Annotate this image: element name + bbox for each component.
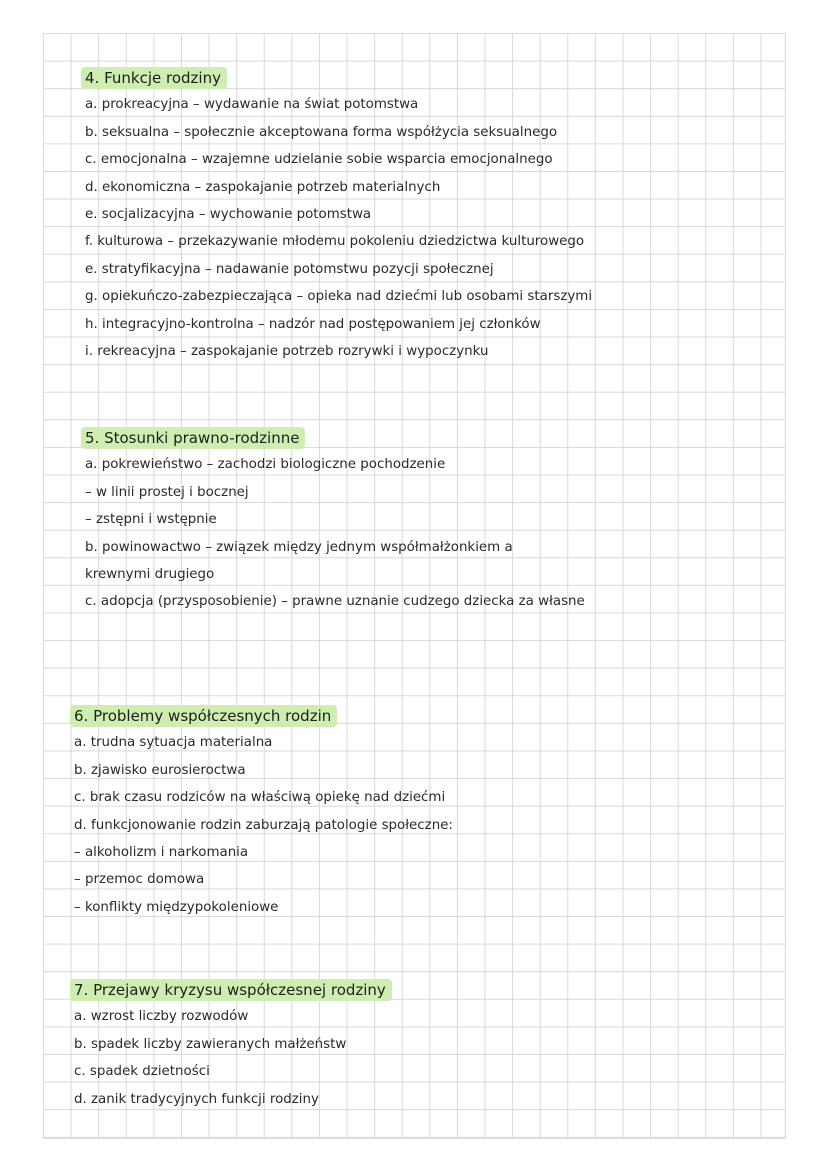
- list-item: i. rekreacyjna – zaspokajanie potrzeb rozrywki i wypoczynku: [85, 343, 489, 359]
- list-item: krewnymi drugiego: [85, 566, 215, 582]
- list-item: c. spadek dzietności: [74, 1064, 210, 1080]
- section-heading: 7. Przejawy kryzysu współczesnej rodziny: [70, 979, 392, 1001]
- list-item: b. powinowactwo – związek między jednym współmałżonkiem a: [85, 539, 513, 555]
- section-modern-family-problems: [74, 702, 453, 921]
- list-item: d. zanik tradycyjnych funkcji rodziny: [74, 1091, 319, 1107]
- list-item: a. wzrost liczby rozwodów: [74, 1009, 249, 1025]
- list-item: e. stratyfikacyjna – nadawanie potomstwu pozycji społecznej: [85, 261, 494, 277]
- list-item: – zstępni i wstępnie: [85, 512, 217, 528]
- list-item: c. adopcja (przysposobienie) – prawne uznanie cudzego dziecka za własne: [85, 594, 585, 610]
- list-item: f. kulturowa – przekazywanie młodemu pokoleniu dziedzictwa kulturowego: [85, 234, 585, 250]
- list-item: c. brak czasu rodziców na właściwą opiekę nad dziećmi: [74, 790, 446, 806]
- list-item: e. socjalizacyjna – wychowanie potomstwa: [85, 206, 372, 222]
- item-list: [85, 91, 592, 365]
- section-legal-relations: [85, 424, 585, 616]
- list-item: g. opiekuńczo-zabezpieczająca – opieka nad dziećmi lub osobami starszymi: [85, 289, 593, 305]
- list-item: d. funkcjonowanie rodzin zaburzają patologie społeczne:: [74, 817, 453, 833]
- list-item: c. emocjonalna – wzajemne udzielanie sobie wsparcia emocjonalnego: [85, 152, 553, 168]
- list-item: a. prokreacyjna – wydawanie na świat potomstwa: [85, 97, 419, 113]
- list-item: b. seksualna – społecznie akceptowana forma współżycia seksualnego: [85, 124, 558, 140]
- item-list: [74, 729, 453, 921]
- section-heading: 5. Stosunki prawno-rodzinne: [81, 427, 305, 449]
- section-family-functions: [85, 64, 592, 365]
- list-item: b. spadek liczby zawieranych małżeństw: [74, 1036, 347, 1052]
- section-family-crisis: [74, 976, 392, 1113]
- list-item: d. ekonomiczna – zaspokajanie potrzeb materialnych: [85, 179, 441, 195]
- section-heading: 4. Funkcje rodziny: [81, 67, 227, 89]
- item-list: [85, 451, 585, 615]
- list-item: a. pokrewieństwo – zachodzi biologiczne pochodzenie: [85, 457, 446, 473]
- item-list: [74, 1003, 392, 1113]
- list-item: – przemoc domowa: [74, 872, 205, 888]
- list-item: – w linii prostej i bocznej: [85, 484, 249, 500]
- section-heading: 6. Problemy współczesnych rodzin: [70, 705, 337, 727]
- list-item: – konflikty międzypokoleniowe: [74, 899, 279, 915]
- list-item: b. zjawisko eurosieroctwa: [74, 762, 246, 778]
- list-item: – alkoholizm i narkomania: [74, 844, 249, 860]
- list-item: h. integracyjno-kontrolna – nadzór nad postępowaniem jej członków: [85, 316, 541, 332]
- list-item: a. trudna sytuacja materialna: [74, 735, 273, 751]
